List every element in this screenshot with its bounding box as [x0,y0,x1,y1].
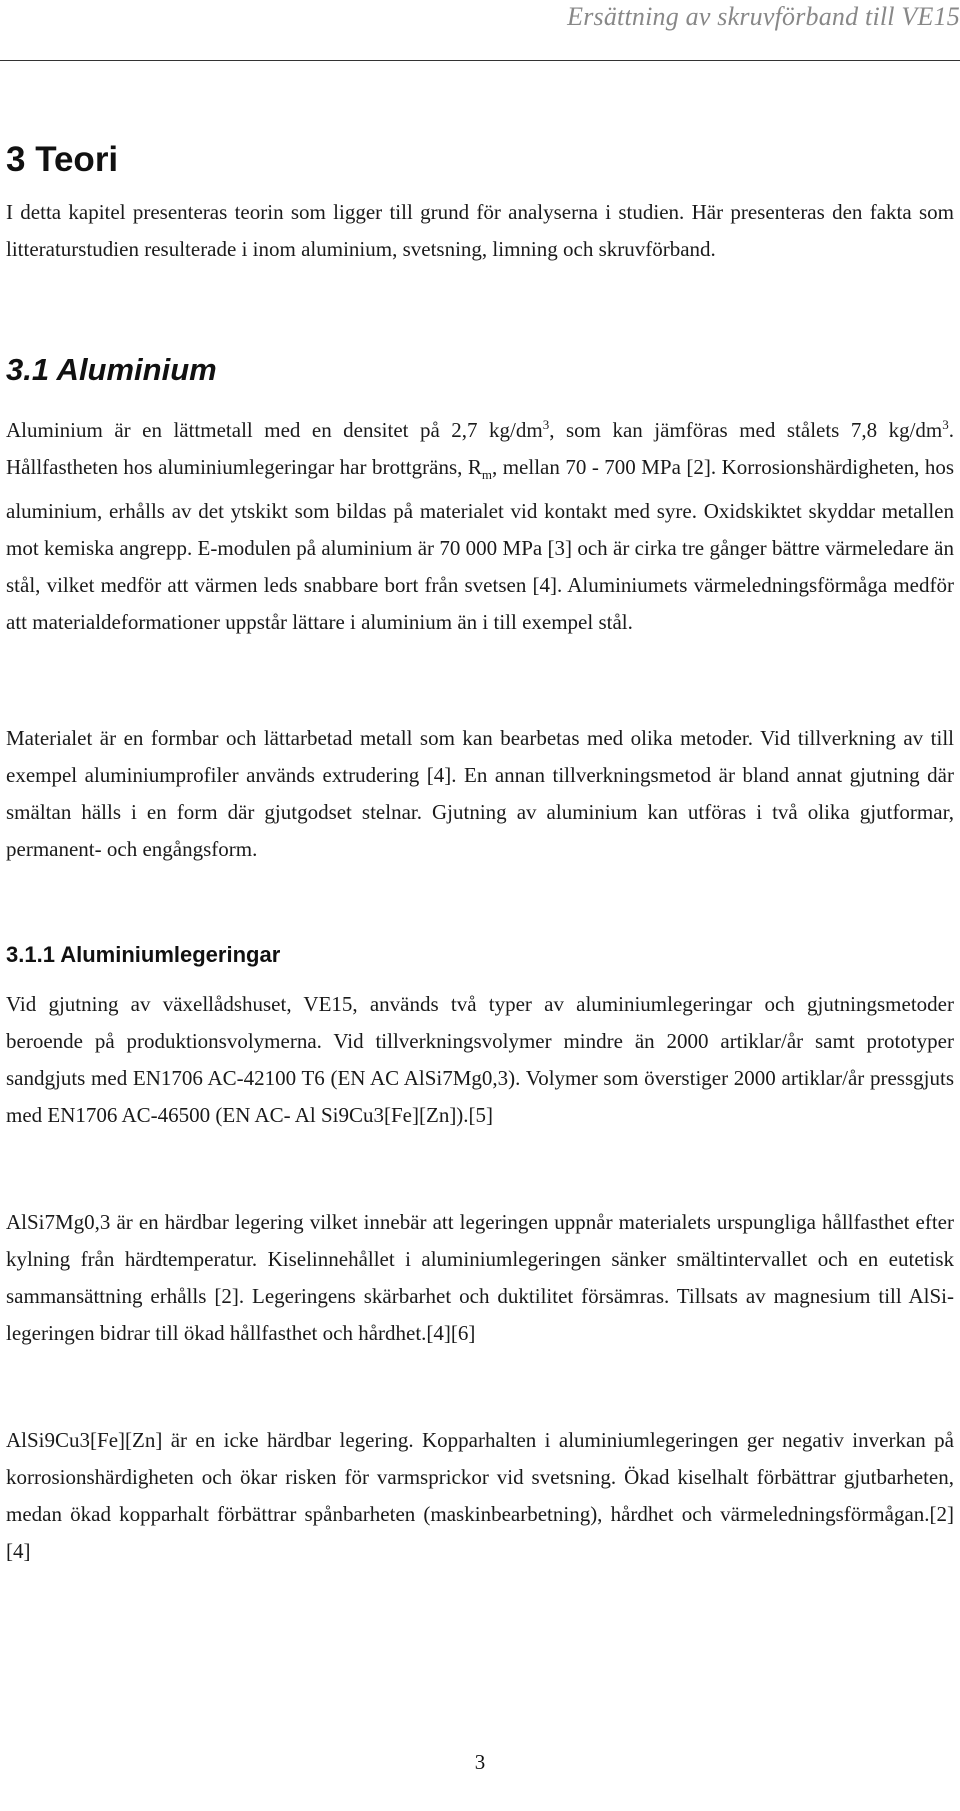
header-rule [0,60,960,61]
subscript: m [481,467,492,483]
running-header: Ersättning av skruvförband till VE15 [567,2,960,31]
text-run: Aluminium är en lättmetall med en densitet på 2,7 kg/dm [6,418,543,442]
legering-paragraph-2: AlSi7Mg0,3 är en härdbar legering vilket innebär att legeringen uppnår materialets urspungliga hållfasthet efter kylning från härdtemperatur. Kiselinnehållet i aluminiumlegeringen sänker smältintervallet och en eutetisk sammansättning erhålls [2]. Legeringens skärbarhet och duktilitet försämras. Tillsats av magnesium till AlSi-legeringen bidrar till ökad hållfasthet och hårdhet.[4][6] [6,1210,954,1345]
chapter-heading: 3 Teori [6,140,119,179]
superscript: 3 [942,417,949,432]
aluminium-paragraph-1 [6,406,954,641]
section-heading-aluminium: 3.1 Aluminium [6,352,217,387]
superscript: 3 [542,417,550,432]
chapter-intro-paragraph: I detta kapitel presenteras teorin som ligger till grund för analyserna i studien. Här presenteras den fakta som litteraturstudien resulterade i inom aluminium, svetsning, limning och skruvförband. [6,200,954,261]
legering-paragraph-3: AlSi9Cu3[Fe][Zn] är en icke härdbar legering. Kopparhalten i aluminiumlegeringen ger negativ inverkan på korrosionshärdigheten och ökar risken för varmsprickor vid svetsning. Ökad kiselhalt förbättrar gjutbarheten, medan ökad kopparhalt förbättrar spånbarheten (maskinbearbetning), hårdhet och värmeledningsförmågan.[2][4] [6,1428,954,1563]
text-run: . Hållfastheten hos aluminiumlegeringar har brottgräns, R [6,418,954,479]
aluminium-paragraph-2: Materialet är en formbar och lättarbetad metall som kan bearbetas med olika metoder. Vid tillverkning av till exempel aluminiumprofiler används extrudering [4]. En annan tillverkningsmetod är bland annat gjutning där smältan hälls i en form där gjutgodset stelnar. Gjutning av aluminium kan utföras i två olika gjutformar, permanent- och engångsform. [6,726,954,861]
text-run: , som kan jämföras med stålets 7,8 kg/dm [549,418,943,442]
page-number: 3 [474,1750,486,1774]
text-run: , mellan 70 - 700 MPa [2]. Korrosionshärdigheten, hos aluminium, erhålls av det ytskikt som bildas på materialet vid kontakt med syre. Oxidskiktet skyddar metallen mot kemiska angrepp. E-modulen på aluminium är 70 000 MPa [3] och är cirka tre gånger bättre värmeledare än stål, vilket medför att värmen leds snabbare bort från svetsen [4]. Aluminiumets värmeledningsförmåga medför att materialdeformationer uppstår lättare i aluminium än i till exempel stål. [6,455,954,635]
subsection-heading-aluminiumlegeringar: 3.1.1 Aluminiumlegeringar [6,942,281,967]
legering-paragraph-1: Vid gjutning av växellådshuset, VE15, används två typer av aluminiumlegeringar och gjutningsmetoder beroende på produktionsvolymerna. Vid tillverkningsvolymer mindre än 2000 artiklar/år samt prototyper sandgjuts med EN1706 AC-42100 T6 (EN AC AlSi7Mg0,3). Volymer som överstiger 2000 artiklar/år pressgjuts med EN1706 AC-46500 (EN AC- Al Si9Cu3[Fe][Zn]).[5] [6,992,954,1127]
